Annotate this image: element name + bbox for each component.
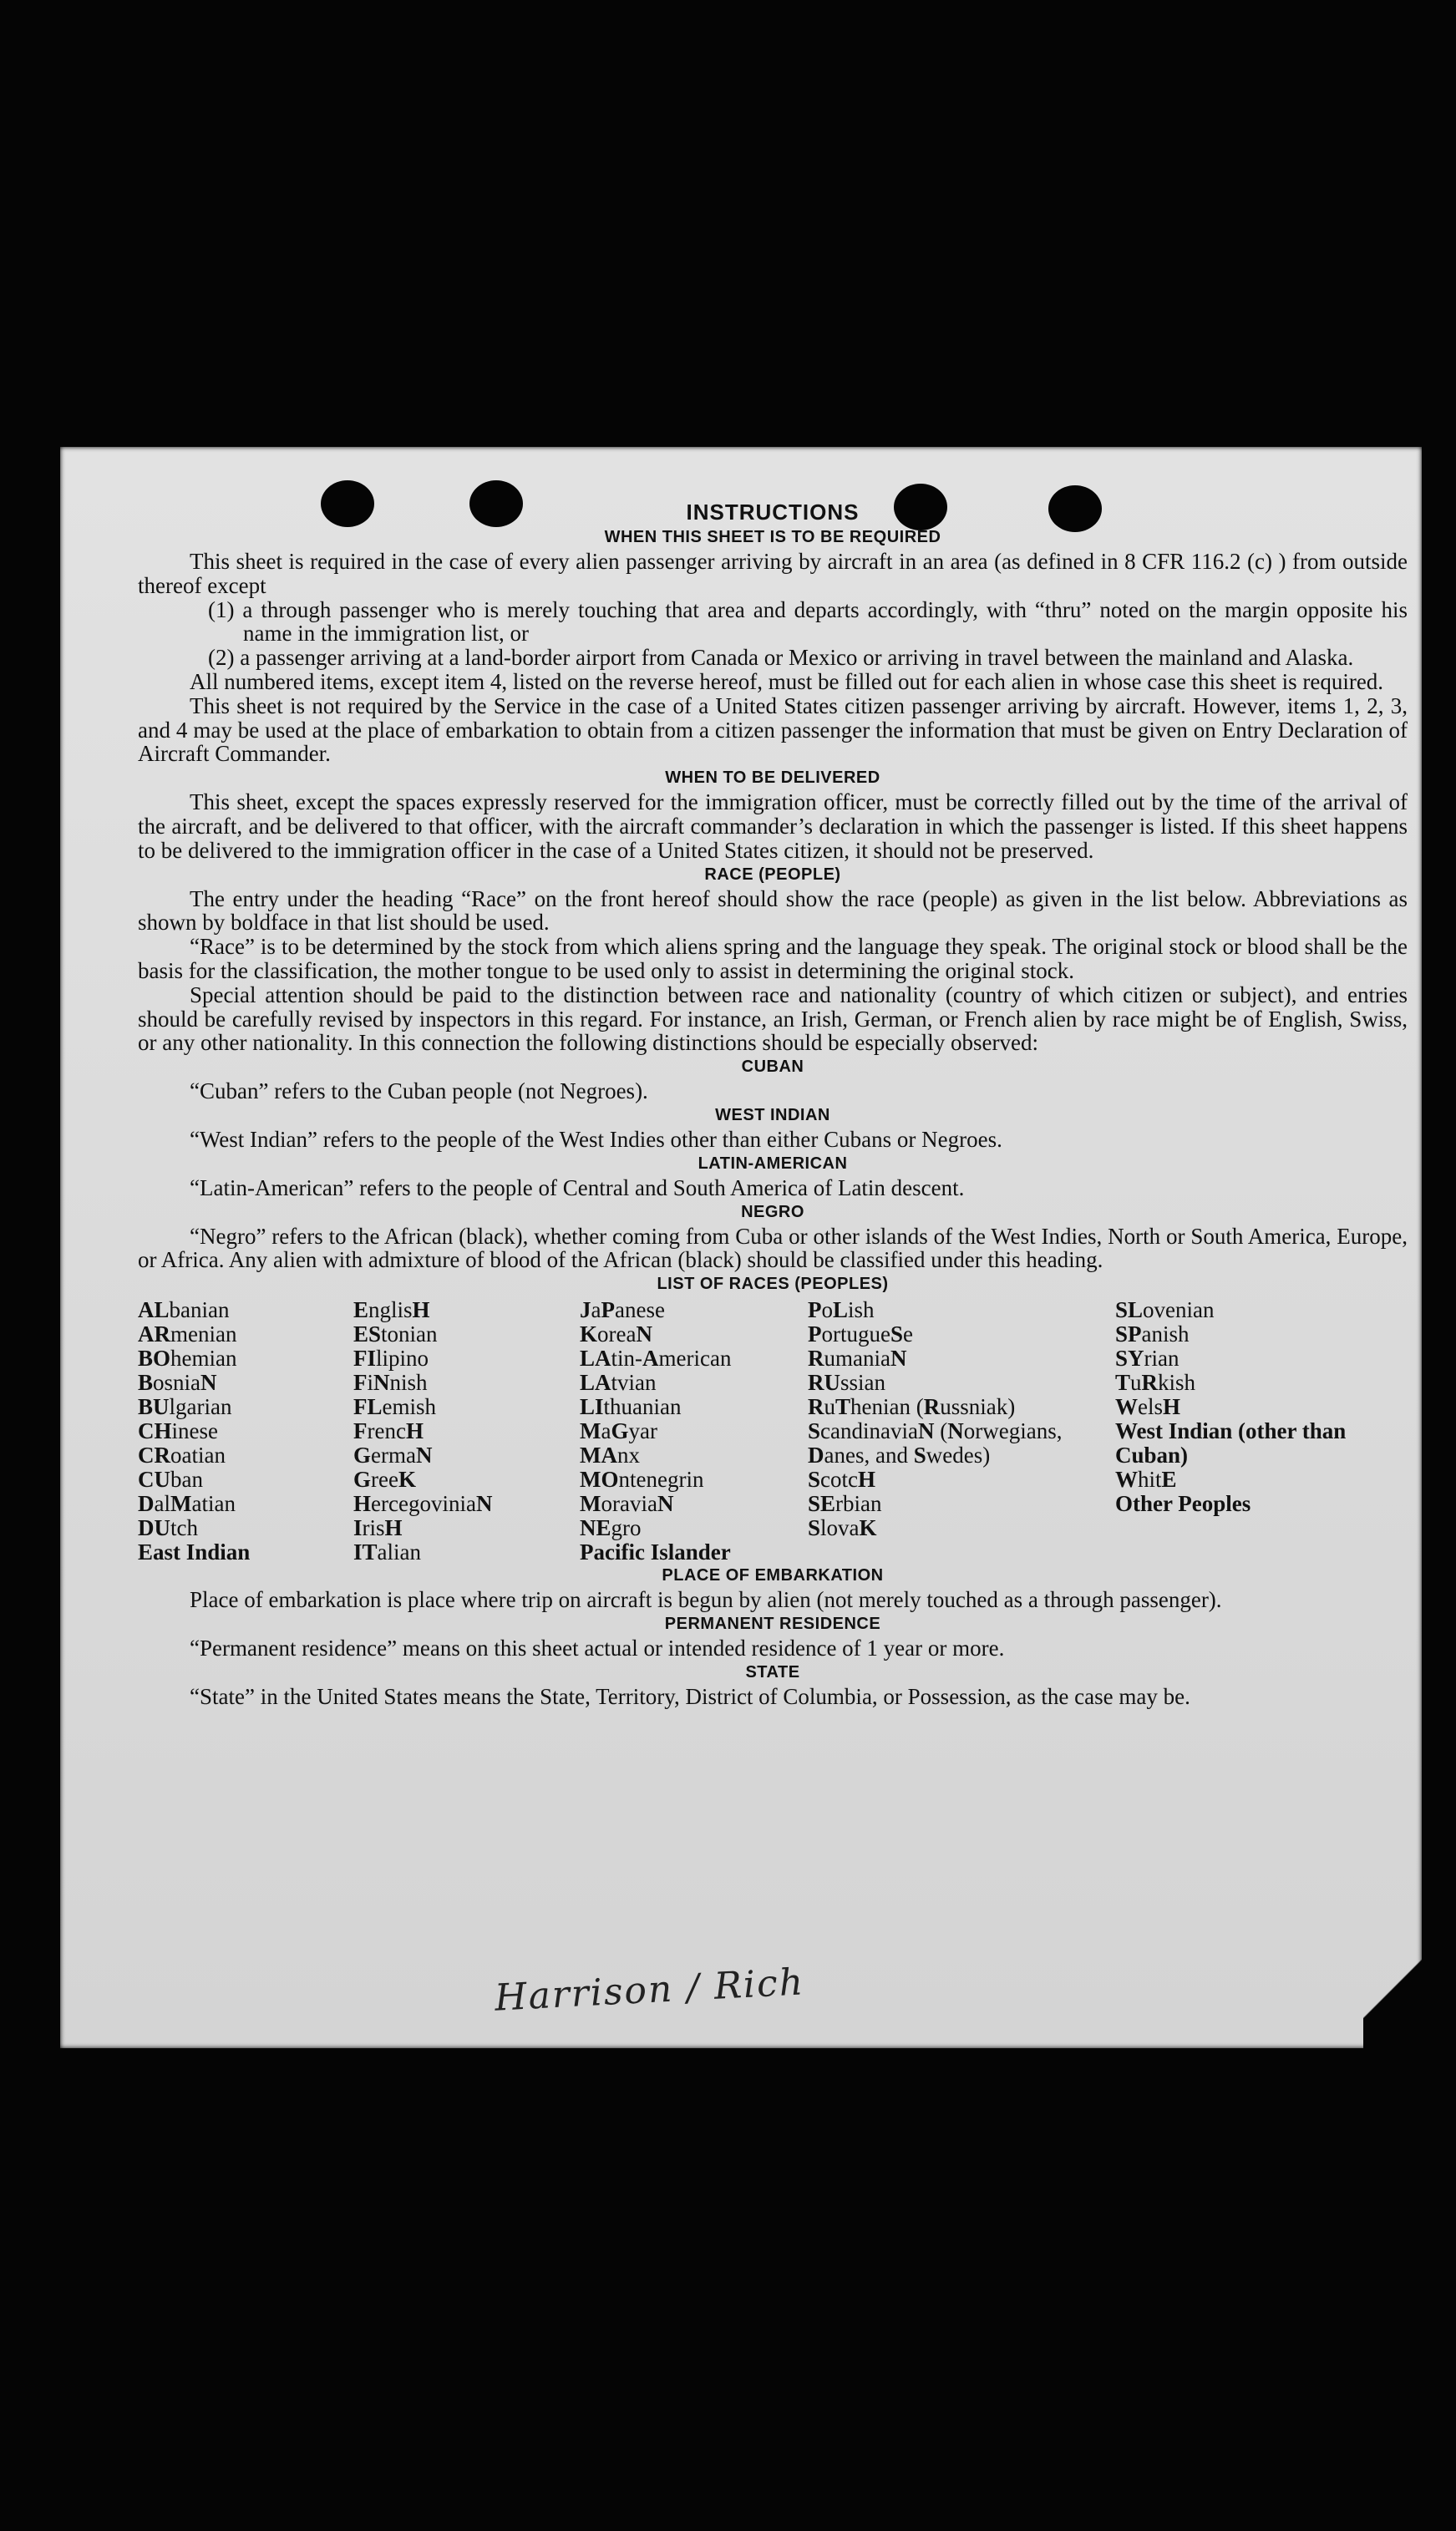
race-entry: ITalian — [353, 1539, 422, 1565]
race-entry: BOhemian — [138, 1346, 237, 1372]
race-entry: FrencH — [353, 1418, 424, 1444]
race-entry: LAtin-American — [580, 1346, 732, 1372]
list-item: (2) a passenger arriving at a land-border airport from Canada or Mexico or arriving in travel between the mainland and Alaska. — [208, 645, 1354, 671]
race-entry: LAtvian — [580, 1370, 657, 1396]
race-entry: TuRkish — [1115, 1370, 1196, 1396]
race-entry: CRoatian — [138, 1443, 226, 1468]
race-entry: JaPanese — [580, 1297, 665, 1323]
folded-corner — [1363, 1931, 1422, 2048]
paragraph: “State” in the United States means the State, Territory, District of Columbia, or Possession, as the case may be. — [190, 1683, 1190, 1709]
race-entry: WelsH — [1115, 1394, 1181, 1420]
race-entry: LIthuanian — [580, 1394, 682, 1420]
paragraph: “Permanent residence” means on this sheet actual or intended residence of 1 year or more. — [190, 1635, 1005, 1661]
heading-west-indian: WEST INDIAN — [715, 1105, 830, 1124]
race-entry: IrisH — [353, 1515, 403, 1541]
race-entry: Other Peoples — [1115, 1491, 1251, 1517]
races-column — [138, 1298, 347, 1565]
heading-cuban: CUBAN — [741, 1058, 804, 1077]
race-entry: KoreaN — [580, 1321, 652, 1347]
race-entry: HercegoviniaN — [353, 1491, 493, 1517]
races-column — [808, 1298, 1079, 1540]
paragraph: This sheet is required in the case of every alien passenger arriving by aircraft in an area (as defined in 8 CFR 116.2 (c) ) from outside thereof except — [138, 549, 1408, 598]
paragraph: “West Indian” refers to the people of the West Indies other than either Cubans or Negroes. — [190, 1126, 1002, 1152]
paragraph: “Cuban” refers to the Cuban people (not Negroes). — [190, 1078, 648, 1104]
race-entry: MaGyar — [580, 1418, 657, 1444]
exception-list — [138, 598, 1408, 670]
race-entry: WhitE — [1115, 1467, 1177, 1493]
paragraph: This sheet is not required by the Service in the case of a United States citizen passenger arriving by aircraft. However, items 1, 2, 3, and 4 may be used at the place of embarkation to obtain from a citizen passenger the information that must be given on Entry Declaration of Aircraft Commander. — [138, 692, 1408, 767]
heading-when-delivered: WHEN TO BE DELIVERED — [665, 768, 880, 788]
race-entry: PortugueSe — [808, 1321, 913, 1347]
race-entry: Pacific Islander — [580, 1539, 731, 1565]
race-entry: FiNnish — [353, 1370, 428, 1396]
race-entry: RUssian — [808, 1370, 885, 1396]
paragraph: “Latin-American” refers to the people of Central and South America of Latin descent. — [190, 1174, 965, 1200]
heading-negro: NEGRO — [741, 1202, 804, 1221]
race-entry: SYrian — [1115, 1346, 1180, 1372]
paragraph: The entry under the heading “Race” on the front hereof should show the race (people) as given in the list below. Abbreviations as shown by boldface in that list should be used. — [138, 885, 1408, 936]
race-entry: MOntenegrin — [580, 1467, 704, 1493]
race-entry: CUban — [138, 1467, 203, 1493]
race-entry: SlovaK — [808, 1515, 877, 1541]
heading-list-of-races: LIST OF RACES (PEOPLES) — [657, 1275, 889, 1294]
paragraph: All numbered items, except item 4, listed on the reverse hereof, must be filled out for each alien in whose case this sheet is required. — [190, 668, 1384, 694]
handwritten-note: Harrison / Rich — [493, 1960, 806, 2020]
race-entry: PoLish — [808, 1297, 875, 1323]
races-column — [353, 1298, 571, 1565]
race-entry: SPanish — [1115, 1321, 1190, 1347]
races-column — [580, 1298, 805, 1565]
heading-embarkation: PLACE OF EMBARKATION — [662, 1566, 884, 1585]
race-entry: ALbanian — [138, 1297, 230, 1323]
race-entry: MAnx — [580, 1443, 640, 1468]
race-entry: RuThenian (Russniak) — [808, 1394, 1016, 1420]
race-entry: EStonian — [353, 1321, 438, 1347]
paragraph: Place of embarkation is place where trip on aircraft is begun by alien (not merely touched as a through passenger). — [190, 1587, 1222, 1613]
race-entry: RumaniaN — [808, 1346, 907, 1372]
race-entry: East Indian — [138, 1539, 251, 1565]
page-title: INSTRUCTIONS — [686, 500, 860, 525]
paragraph: This sheet, except the spaces expressly reserved for the immigration officer, must be correctly filled out by the time of the arrival of the aircraft, and be delivered to that officer, with the aircraft commander’s declaration in which the passenger is listed. If this sheet happens to be delivered to the immigration officer in the case of a United States citizen, it should not be preserved. — [138, 789, 1408, 863]
race-entry: SLovenian — [1115, 1297, 1215, 1323]
race-entry: ARmenian — [138, 1321, 237, 1347]
race-entry: DalMatian — [138, 1491, 236, 1517]
heading-race: RACE (PEOPLE) — [704, 865, 841, 884]
heading-when-required: WHEN THIS SHEET IS TO BE REQUIRED — [604, 528, 941, 546]
race-entry: FIlipino — [353, 1346, 429, 1372]
list-item: (1) a through passenger who is merely touching that area and departs accordingly, with “thru” noted on the margin opposite his name in the immigration list, or — [208, 596, 1408, 647]
race-entry: NEgro — [580, 1515, 642, 1541]
races-list — [138, 1298, 1408, 1564]
race-entry: GreeK — [353, 1467, 416, 1493]
heading-residence: PERMANENT RESIDENCE — [664, 1614, 881, 1633]
heading-latin-american: LATIN-AMERICAN — [698, 1154, 848, 1173]
paragraph: “Race” is to be determined by the stock from which aliens spring and the language they speak. The original stock or blood shall be the basis for the classification, the mother tongue to be used only to assist in determining the original stock. — [138, 934, 1408, 983]
race-entry: BUlgarian — [138, 1394, 232, 1420]
race-entry: ScotcH — [808, 1467, 876, 1493]
race-entry: GermaN — [353, 1443, 433, 1468]
race-entry: ScandinaviaN (Norwegians, Danes, and Swedes) — [808, 1418, 1063, 1468]
race-entry: MoraviaN — [580, 1491, 674, 1517]
races-column — [1115, 1298, 1366, 1516]
heading-state: STATE — [745, 1662, 800, 1681]
race-entry: EnglisH — [353, 1297, 430, 1323]
race-entry: SErbian — [808, 1491, 882, 1517]
instructions-text — [138, 499, 1408, 1709]
paragraph: Special attention should be paid to the distinction between race and nationality (country of which citizen or subject), and entries should be carefully revised by inspectors in this regard. For instance, an Irish, German, or French alien by race might be of English, Swiss, or any other nationality. In this connection the following distinctions should be especially observed: — [138, 981, 1408, 1056]
race-entry: DUtch — [138, 1515, 198, 1541]
paragraph: “Negro” refers to the African (black), whether coming from Cuba or other islands of the West Indies, North or South America, Europe, or Africa. Any alien with admixture of blood of the African (black) should be classified under this heading. — [138, 1223, 1408, 1273]
race-entry: CHinese — [138, 1418, 218, 1444]
instruction-sheet — [60, 447, 1422, 2048]
race-entry: West Indian (other than Cuban) — [1115, 1418, 1347, 1468]
race-entry: BosniaN — [138, 1370, 217, 1396]
race-entry: FLemish — [353, 1394, 437, 1420]
